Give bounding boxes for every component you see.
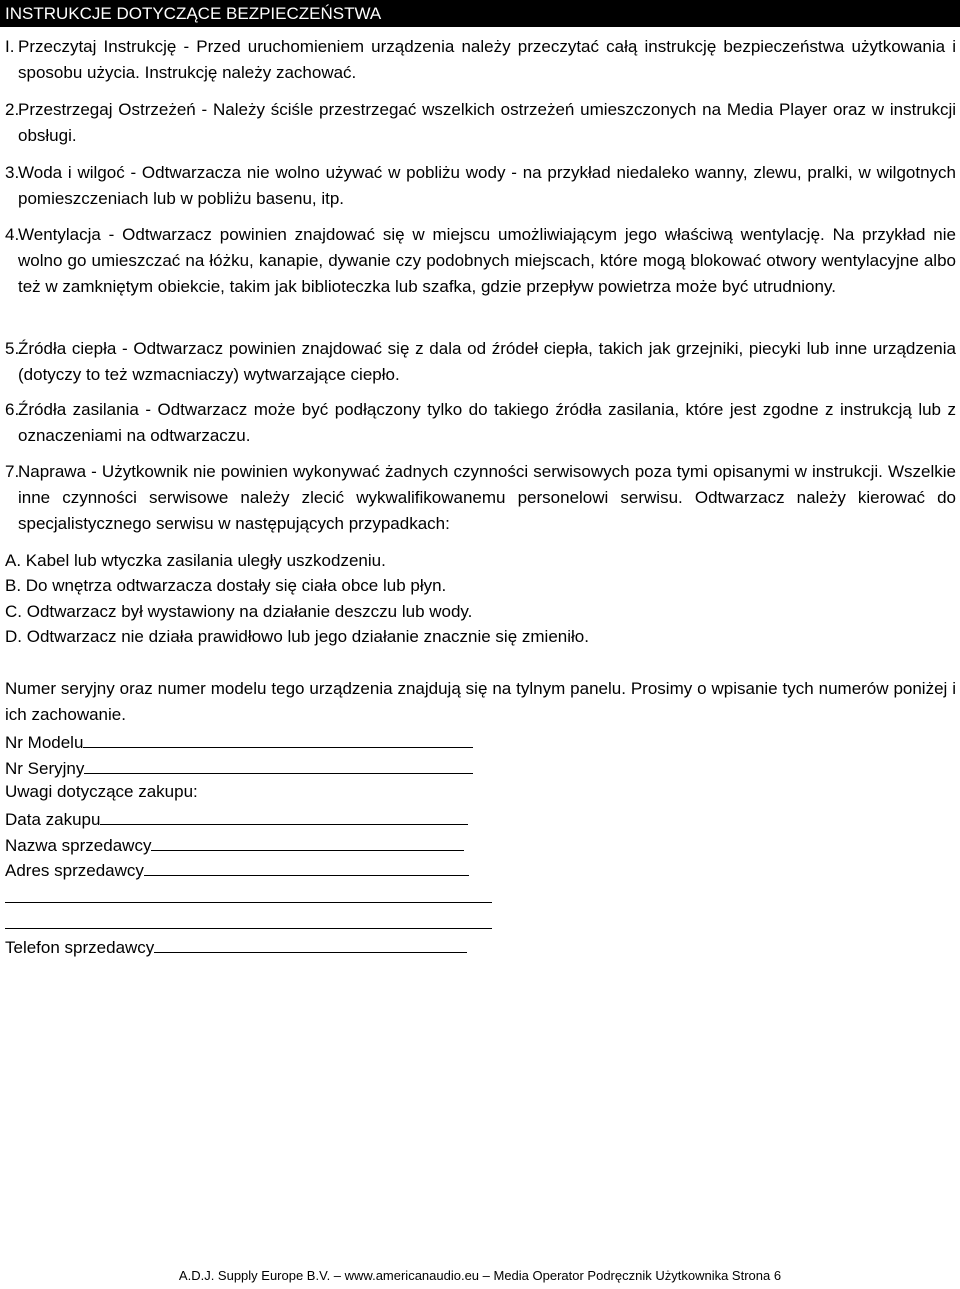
item-text: Przestrzegaj Ostrzeżeń - Należy ściśle przestrzegać wszelkich ostrzeżeń umieszczonych na Media Player oraz w instrukcji obsługi.	[18, 100, 956, 145]
instruction-item	[5, 222, 956, 300]
dealer-phone-field	[5, 933, 467, 961]
service-case-item: D. Odtwarzacz nie działa prawidłowo lub jego działanie znacznie się zmieniło.	[5, 627, 589, 646]
field-label: Adres sprzedawcy	[5, 861, 144, 880]
service-case-item: B. Do wnętrza odtwarzacza dostały się ciała obce lub płyn.	[5, 576, 447, 595]
serial-number-note: Numer seryjny oraz numer modelu tego urządzenia znajdują się na tylnym panelu. Prosimy o wpisanie tych numerów poniżej i ich zachowanie.	[5, 679, 956, 724]
item-number: 6.	[5, 400, 20, 419]
dealer-address-field	[5, 856, 469, 884]
fill-in-line	[151, 831, 464, 851]
page-footer: A.D.J. Supply Europe B.V. – www.americanaudio.eu – Media Operator Podręcznik Użytkownika Strona 6	[178, 1268, 782, 1283]
item-text: Źródła zasilania - Odtwarzacz może być podłączony tylko do takiego źródła zasilania, które jest zgodne z instrukcją lub z oznaczeniami na odtwarzaczu.	[18, 400, 956, 445]
item-text: Wentylacja - Odtwarzacz powinien znajdować się w miejscu umożliwiającym jego właściwą wentylację. Na przykład nie wolno go umieszczać na łóżku, kanapie, dywanie czy podobnych miejscach, które mogą blokować otwory wentylacyjne albo też w zamkniętym obiekcie, takim jak biblioteczka lub szafka, gdzie przepływ powietrza może być utrudniony.	[18, 225, 956, 296]
service-case-item: C. Odtwarzacz był wystawiony na działanie deszczu lub wody.	[5, 602, 473, 621]
serial-number-field	[5, 754, 473, 782]
dealer-name-field	[5, 831, 464, 859]
instruction-item	[5, 34, 956, 86]
instruction-item	[5, 160, 956, 212]
instruction-item	[5, 97, 956, 149]
item-text: Przeczytaj Instrukcję - Przed uruchomieniem urządzenia należy przeczytać całą instrukcję bezpieczeństwa użytkowania i sposobu użycia. Instrukcję należy zachować.	[18, 37, 956, 82]
item-number: 5.	[5, 339, 20, 358]
fill-in-line	[100, 805, 468, 825]
purchase-date-field	[5, 805, 468, 833]
field-label: Data zakupu	[5, 810, 101, 829]
fill-in-line	[84, 754, 473, 774]
instruction-item	[5, 397, 956, 449]
purchase-notes-label	[5, 779, 198, 805]
instruction-item	[5, 459, 956, 537]
item-number: I.	[5, 37, 15, 56]
field-label: Telefon sprzedawcy	[5, 938, 155, 957]
service-case-item: A. Kabel lub wtyczka zasilania uległy uszkodzeniu.	[5, 551, 386, 570]
item-number: 7.	[5, 462, 20, 481]
fill-in-line	[154, 933, 467, 953]
blank-fill-in-line	[5, 928, 492, 929]
fill-in-line	[144, 856, 469, 876]
instruction-item	[5, 336, 956, 388]
field-label: Uwagi dotyczące zakupu:	[5, 782, 198, 801]
item-number: 3.	[5, 163, 20, 182]
field-label: Nr Seryjny	[5, 759, 85, 778]
item-text: Woda i wilgoć - Odtwarzacza nie wolno używać w pobliżu wody - na przykład niedaleko wanny, zlewu, pralki, w wilgotnych pomieszczeniach lub w pobliżu basenu, itp.	[18, 163, 956, 208]
item-text: Źródła ciepła - Odtwarzacz powinien znajdować się z dala od źródeł ciepła, takich jak grzejniki, piecyki lub inne urządzenia (dotyczy to też wzmacniaczy) wytwarzające ciepło.	[18, 339, 956, 384]
model-number-field	[5, 728, 473, 756]
blank-fill-in-line	[5, 902, 492, 903]
item-text: Naprawa - Użytkownik nie powinien wykonywać żadnych czynności serwisowych poza tymi opisanymi w instrukcji. Wszelkie inne czynności serwisowe należy zlecić wykwalifikowanemu personelowi serwisu. Odtwarzacz należy kierować do specjalistycznego serwisu w następujących przypadkach:	[18, 462, 956, 533]
item-number: 4.	[5, 225, 20, 244]
field-label: Nazwa sprzedawcy	[5, 836, 152, 855]
page-title: INSTRUKCJE DOTYCZĄCE BEZPIECZEŃSTWA	[0, 0, 960, 27]
fill-in-line	[83, 728, 473, 748]
field-label: Nr Modelu	[5, 733, 84, 752]
item-number: 2.	[5, 100, 20, 119]
